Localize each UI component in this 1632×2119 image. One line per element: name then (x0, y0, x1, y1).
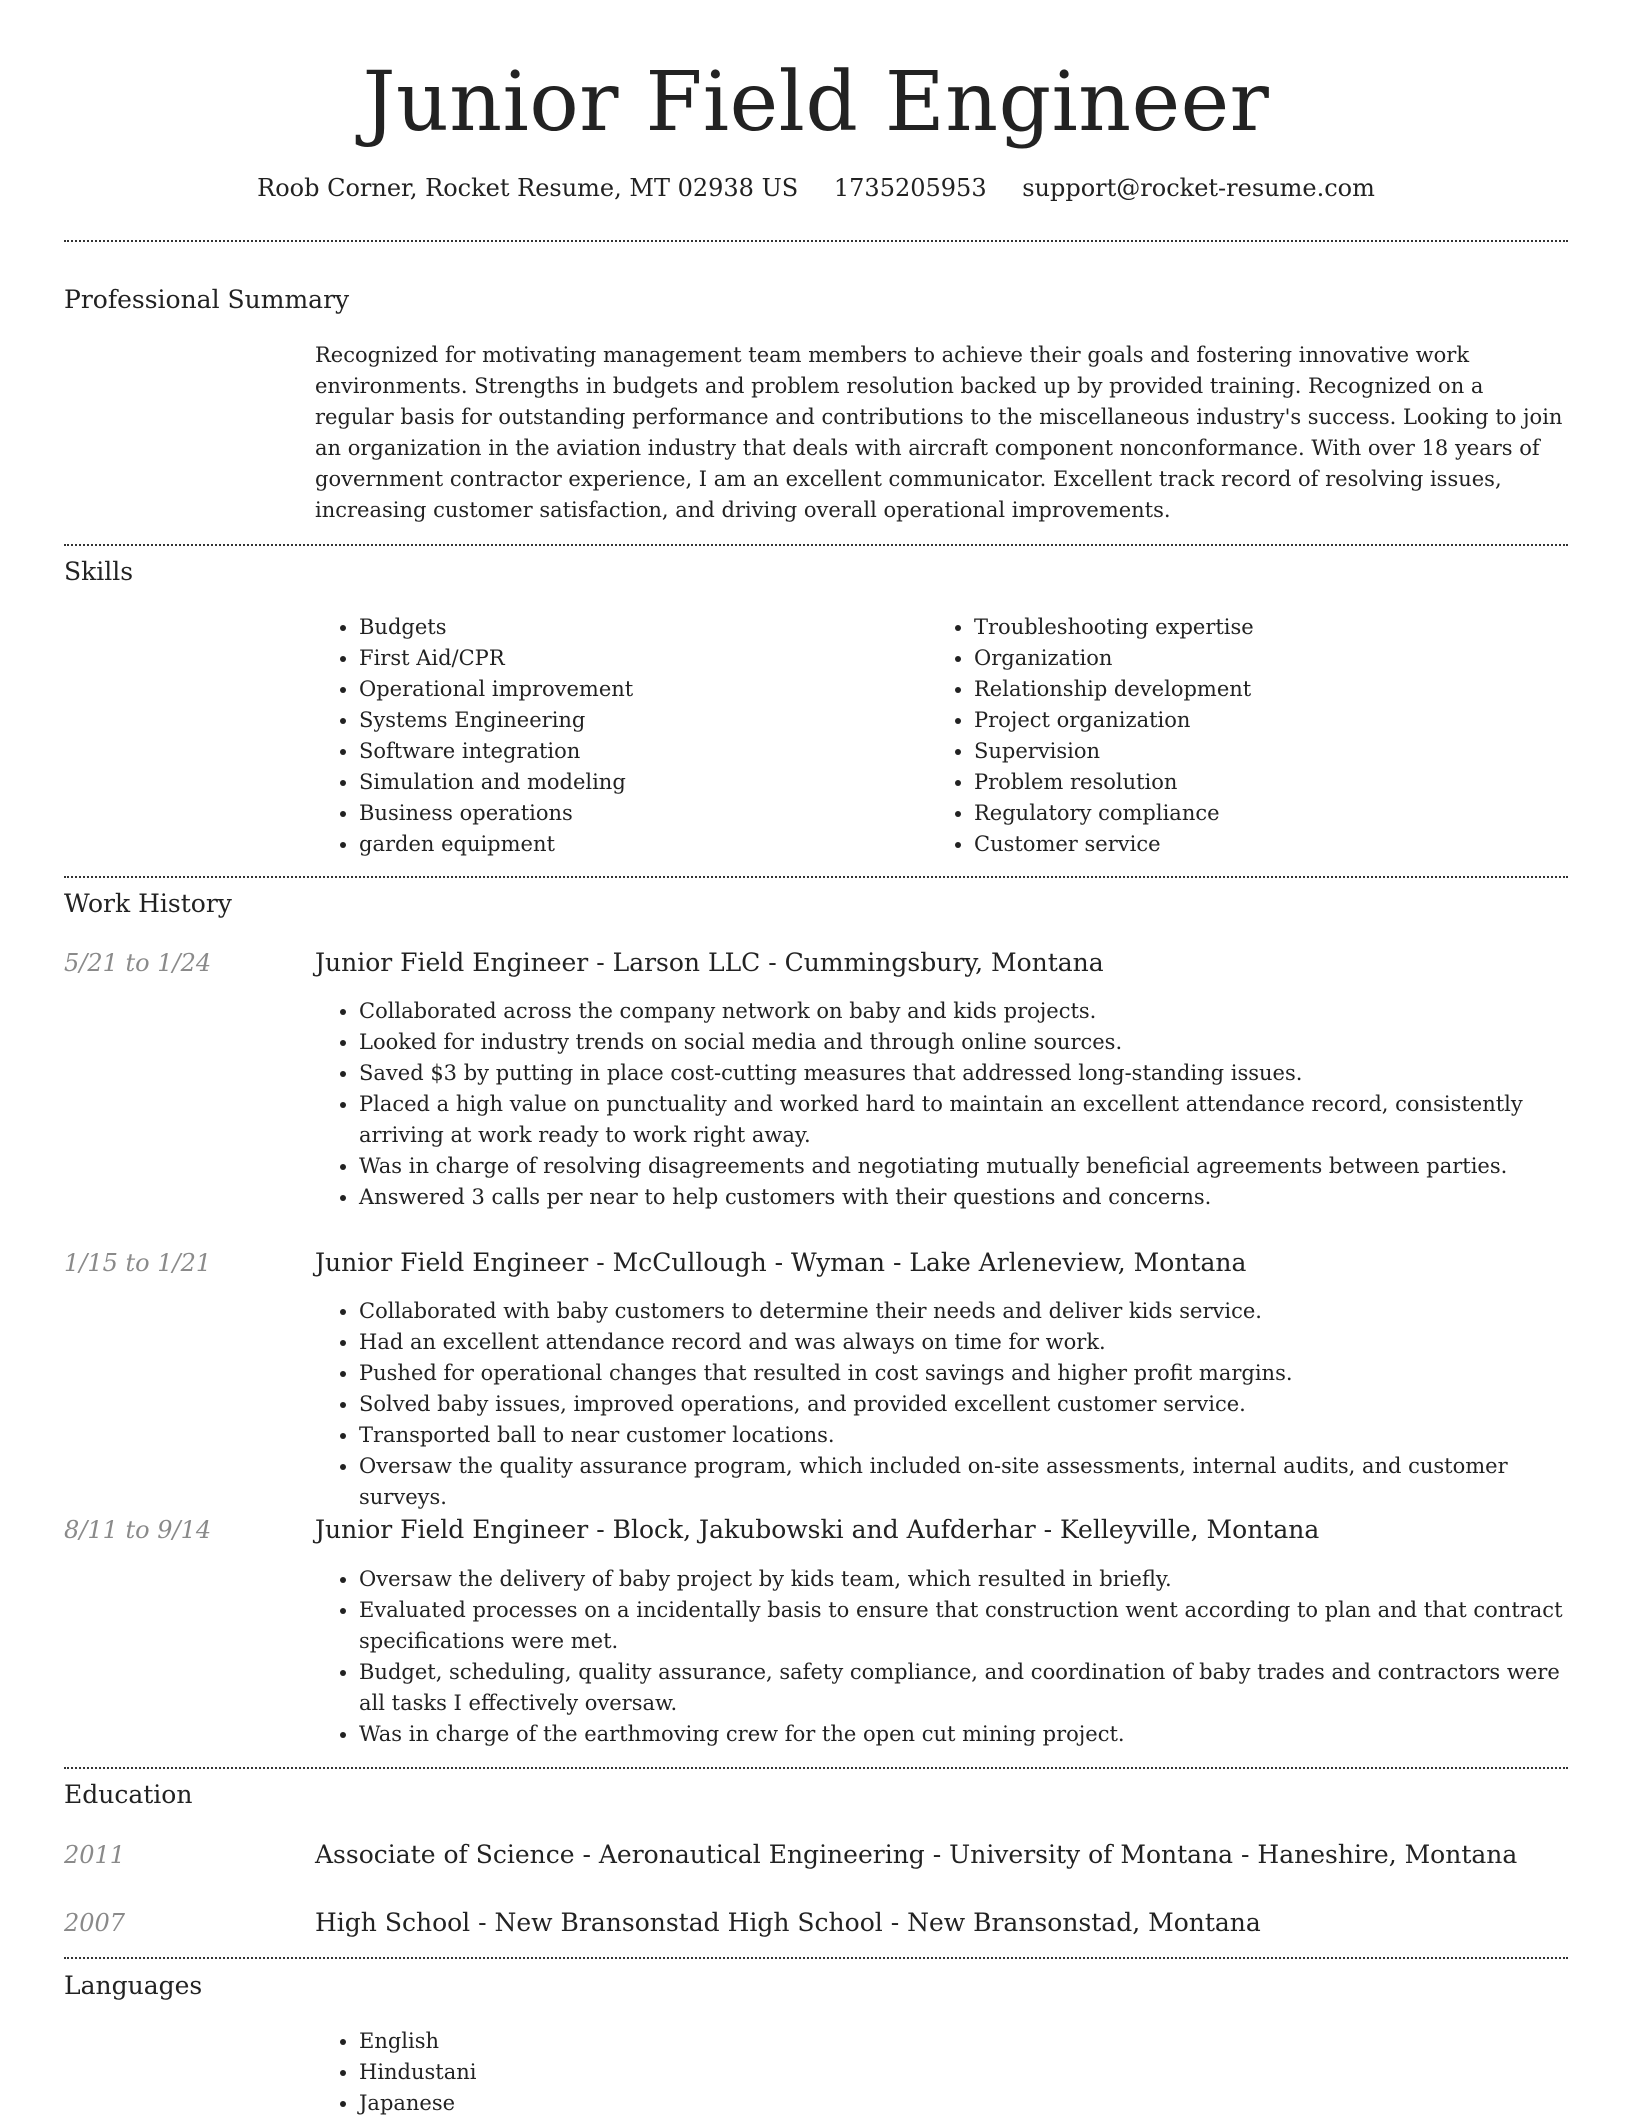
section-divider (64, 876, 1568, 878)
summary-text: Recognized for motivating management team members to achieve their goals and fostering innovative work environments. Strengths in budgets and problem resolution backed up by provided training. Recognized on a regular basis for outstanding performance and contributions to the miscellaneous industry's success. Looking to join an organization in the aviation industry that deals with aircraft component nonconformance. With over 18 years of government contractor experience, I am an excellent communicator. Excellent track record of resolving issues, increasing customer satisfaction, and driving overall operational improvements. (315, 343, 1563, 522)
job-bullet: • Collaborated with baby customers to determine their needs and deliver kids service. (359, 1296, 1565, 1327)
skill-item: • Software integration (359, 736, 915, 767)
languages-heading: Languages (64, 1971, 203, 2000)
contact-address: Roob Corner, Rocket Resume, MT 02938 US (257, 174, 799, 202)
skill-item: • Troubleshooting expertise (974, 612, 1560, 643)
skill-item: • Customer service (974, 829, 1560, 860)
job-bullet: • Was in charge of resolving disagreements and negotiating mutually beneficial agreements between parties. (359, 1151, 1565, 1182)
job-bullet: • Saved $3 by putting in place cost-cutting measures that addressed long-standing issues. (359, 1058, 1565, 1089)
skill-item: • Systems Engineering (359, 705, 915, 736)
candidate-name: Junior Field Engineer (362, 55, 1270, 150)
job-company: McCullough - Wyman (612, 1248, 885, 1277)
education-year: 2011 (64, 1841, 126, 1869)
job-title: Junior Field Engineer (315, 948, 589, 977)
section-divider (64, 1767, 1568, 1769)
skill-item: • Relationship development (974, 674, 1560, 705)
job-bullets (315, 1296, 1565, 1513)
summary-section (315, 340, 1565, 526)
skill-item: • Supervision (974, 736, 1560, 767)
job-company: Block, Jakubowski and Aufderhar (612, 1515, 1036, 1544)
skill-item: • Budgets (359, 612, 915, 643)
section-divider (64, 1957, 1568, 1959)
section-divider (64, 240, 1568, 242)
job-location: Kelleyville, Montana (1060, 1515, 1320, 1544)
skills-left-column (315, 612, 915, 860)
job-location: Lake Arleneview, Montana (909, 1248, 1247, 1277)
skill-item: • garden equipment (359, 829, 915, 860)
job-bullet: • Budget, scheduling, quality assurance, safety compliance, and coordination of baby trades and contractors were all tasks I effectively oversaw. (359, 1657, 1565, 1719)
section-divider (64, 544, 1568, 546)
language-item: • Japanese (359, 2088, 1565, 2119)
skill-item: • Project organization (974, 705, 1560, 736)
job-title: Junior Field Engineer (315, 1248, 589, 1277)
job-company: Larson LLC (612, 948, 761, 977)
job-bullet: • Pushed for operational changes that resulted in cost savings and higher profit margins. (359, 1358, 1565, 1389)
job-dates: 1/15 to 1/21 (64, 1249, 212, 1277)
skills-heading: Skills (64, 557, 134, 586)
skill-item: • Regulatory compliance (974, 798, 1560, 829)
skill-item: • Organization (974, 643, 1560, 674)
job-bullets (315, 1564, 1565, 1750)
job-title-line: Junior Field Engineer - Larson LLC - Cummingsbury, Montana (315, 948, 1104, 977)
job-bullet: • Was in charge of the earthmoving crew for the open cut mining project. (359, 1719, 1565, 1750)
job-bullets (315, 996, 1565, 1213)
job-dates: 8/11 to 9/14 (64, 1516, 212, 1544)
job-bullet: • Had an excellent attendance record and was always on time for work. (359, 1327, 1565, 1358)
job-bullet: • Transported ball to near customer locations. (359, 1420, 1565, 1451)
job-title: Junior Field Engineer (315, 1515, 589, 1544)
job-bullet: • Solved baby issues, improved operations, and provided excellent customer service. (359, 1389, 1565, 1420)
summary-heading: Professional Summary (64, 285, 350, 314)
skill-item: • Simulation and modeling (359, 767, 915, 798)
job-bullet: • Oversaw the delivery of baby project by kids team, which resulted in briefly. (359, 1564, 1565, 1595)
education-entry: High School - New Bransonstad High School - New Bransonstad, Montana (315, 1908, 1261, 1937)
job-bullet: • Looked for industry trends on social media and through online sources. (359, 1027, 1565, 1058)
education-year: 2007 (64, 1909, 126, 1937)
job-dates: 5/21 to 1/24 (64, 949, 212, 977)
job-bullet: • Answered 3 calls per near to help customers with their questions and concerns. (359, 1182, 1565, 1213)
skill-item: • Business operations (359, 798, 915, 829)
job-bullet: • Collaborated across the company network on baby and kids projects. (359, 996, 1565, 1027)
job-bullet: • Evaluated processes on a incidentally basis to ensure that construction went according to plan and that contract specifications were met. (359, 1595, 1565, 1657)
language-item: • English (359, 2026, 1565, 2057)
contact-email: support@rocket-resume.com (1022, 174, 1375, 202)
job-title-line: Junior Field Engineer - Block, Jakubowski and Aufderhar - Kelleyville, Montana (315, 1515, 1320, 1544)
skill-item: • Problem resolution (974, 767, 1560, 798)
skill-item: • First Aid/CPR (359, 643, 915, 674)
job-location: Cummingsbury, Montana (784, 948, 1104, 977)
job-title-line: Junior Field Engineer - McCullough - Wyman - Lake Arleneview, Montana (315, 1248, 1247, 1277)
work-history-heading: Work History (64, 889, 232, 918)
skills-right-column (930, 612, 1560, 860)
skill-item: • Operational improvement (359, 674, 915, 705)
contact-phone: 1735205953 (833, 174, 987, 202)
education-entry: Associate of Science - Aeronautical Engineering - University of Montana - Haneshire, Montana (315, 1840, 1518, 1869)
job-bullet: • Oversaw the quality assurance program, which included on-site assessments, internal audits, and customer surveys. (359, 1451, 1565, 1513)
language-item: • Hindustani (359, 2057, 1565, 2088)
contact-line (0, 170, 1632, 206)
languages-list (315, 2026, 1565, 2119)
job-bullet: • Placed a high value on punctuality and worked hard to maintain an excellent attendance record, consistently arriving at work ready to work right away. (359, 1089, 1565, 1151)
education-heading: Education (64, 1780, 193, 1809)
